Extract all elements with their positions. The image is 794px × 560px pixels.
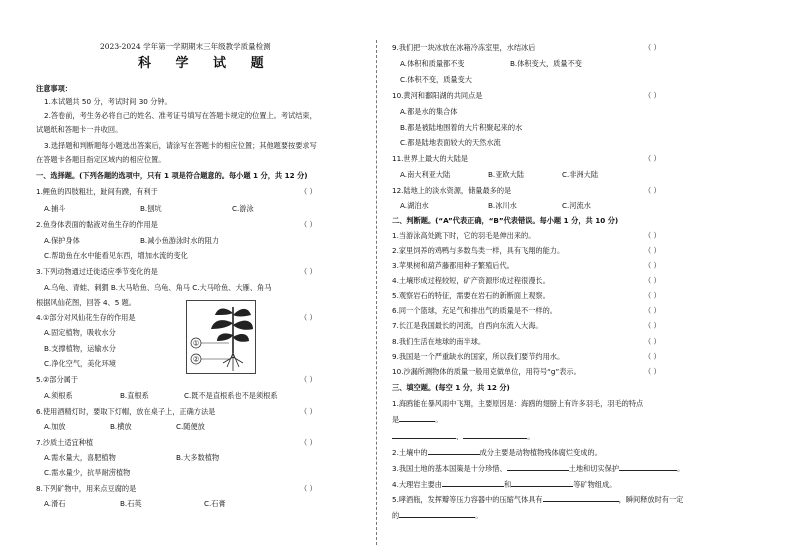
- option-b: B.冰川水: [488, 201, 517, 210]
- question-stem: 1.鲤鱼的四肢粗壮，趾间有蹼，有利于: [36, 187, 158, 196]
- judge-item: 5.观察岩石的特征，需要在岩石的新断面上观察。: [392, 291, 550, 300]
- section3-heading: 三、填空题。(每空 1 分，共 12 分): [392, 383, 510, 392]
- fill-item-1-blanks: 、 。: [392, 431, 534, 441]
- question-stem: 3.下列动物通过迁徙适应季节变化的是: [36, 267, 158, 276]
- notice-item: 试题纸和答题卡一并收回。: [36, 125, 123, 134]
- answer-paren: （ ）: [300, 375, 317, 384]
- judge-item: 7.长江是我国最长的河流，自西向东流入大海。: [392, 321, 543, 330]
- judge-item: 2.家里饲养的鸡鸭与多数鸟类一样，具有飞翔的能力。: [392, 246, 565, 255]
- fill-blank[interactable]: [511, 479, 573, 487]
- judge-item: 6.同一个篮球，充足气和排出气的质量是不一样的。: [392, 306, 557, 315]
- fill-item-4: 4.大理岩主要由 和 等矿物组成。: [392, 480, 617, 489]
- fill-blank[interactable]: [543, 494, 619, 502]
- options-line: A.乌龟、青蛙、刺猬 B.大马哈鱼、乌龟、角马 C.大马哈鱼、大雁、角马: [44, 283, 272, 292]
- option-a: A.保护身体: [44, 236, 80, 245]
- answer-paren: （ ）: [300, 438, 317, 447]
- fill-blank[interactable]: [619, 463, 677, 471]
- option-a: A.固定植物，吸收水分: [44, 328, 116, 337]
- fill-blank[interactable]: [428, 447, 480, 455]
- option-b: B.亚欧大陆: [488, 170, 524, 179]
- fill-item-2: 2.土壤中的 成分主要是动物植物残体腐烂变成的。: [392, 448, 602, 457]
- option-c: C.随便放: [176, 422, 205, 431]
- fill-item-3: 3.我国土地的基本国策是十分珍惜、 土地和切实保护 。: [392, 464, 685, 473]
- option-c: C.非洲大陆: [562, 170, 599, 179]
- judge-item: 3.苹果树和葫芦藤都用种子繁殖后代。: [392, 261, 514, 270]
- notice-item: 1.本试题共 50 分，考试时间 30 分钟。: [44, 97, 172, 106]
- option-a: A.捕斗: [44, 204, 66, 213]
- option-b: B.横放: [110, 422, 132, 431]
- option-a: A.体积和质量都不变: [400, 59, 465, 68]
- option-b: B.刨坑: [140, 204, 162, 213]
- option-c: C.净化空气，美化环境: [44, 359, 116, 368]
- answer-paren: （ ）: [644, 321, 661, 330]
- question-stem: 9.我们把一块冰放在冰箱冷冻室里，水结冰后: [392, 43, 536, 52]
- answer-paren: （ ）: [644, 261, 661, 270]
- answer-paren: （ ）: [644, 91, 661, 100]
- exam-line: 2023-2024 学年第一学期期末三年级教学质量检测: [100, 42, 271, 51]
- answer-paren: （ ）: [644, 337, 661, 346]
- page-title: 科 学 试 题: [138, 56, 274, 71]
- question-stem: 12.陆地上的淡水资源，储量最多的是: [392, 186, 512, 195]
- question-stem: 2.鱼身体表面的黏液对鱼生存的作用是: [36, 220, 158, 229]
- option-c: C.都是陆地表面较大的天然水流: [400, 138, 501, 147]
- answer-paren: （ ）: [644, 246, 661, 255]
- left-column: [0, 0, 386, 560]
- answer-paren: （ ）: [300, 313, 317, 322]
- answer-paren: （ ）: [644, 291, 661, 300]
- balsam-plant-figure: [186, 300, 256, 374]
- notice-heading: 注意事项：: [36, 84, 72, 93]
- notice-item: 3.选择题和判断题每小题选出答案后，请涂写在答题卡的相应位置；其他题要按要求写: [44, 141, 317, 150]
- fill-blank[interactable]: [463, 431, 527, 439]
- question-stem: 4.①部分对风仙花生存的作用是: [36, 313, 136, 322]
- answer-paren: （ ）: [644, 154, 661, 163]
- option-c: C.帮助鱼在水中能看见东西，增加水流的变化: [44, 251, 188, 260]
- notice-item: 在答题卡各题目指定区域内的相应位置。: [36, 155, 166, 164]
- option-b: B.减小鱼游泳时水的阻力: [140, 236, 220, 245]
- option-a: A.南大利亚大陆: [400, 170, 451, 179]
- option-b: B.支撑植物，运输水分: [44, 344, 116, 353]
- plant-drawing-icon: [187, 301, 255, 373]
- fill-blank[interactable]: [442, 479, 504, 487]
- question-stem: 11.世界上最大的大陆是: [392, 154, 469, 163]
- fill-item-1: 1.海鸥能在暴风雨中飞翔，主要原因是：海鸥的翅膀上有许多羽毛，羽毛的特点: [392, 399, 644, 408]
- question-stem: 10.黄河和鄱阳湖的共同点是: [392, 91, 483, 100]
- question-stem: 7.沙质土适宜种植: [36, 438, 94, 447]
- question-stem: 5.②部分属于: [36, 375, 79, 384]
- answer-paren: （ ）: [644, 186, 661, 195]
- answer-paren: （ ）: [300, 484, 317, 493]
- fill-item-5: 5.哮酒瓶，发挥瓣等压力容器中的压缩气体具有 ，瞬间释放时有一定: [392, 495, 684, 504]
- option-a: A.须根系: [44, 391, 73, 400]
- option-a: A.都是水的集合体: [400, 107, 458, 116]
- judge-item: 8.我们生活在地球的南半球。: [392, 337, 486, 346]
- option-a: A.加放: [44, 422, 66, 431]
- answer-paren: （ ）: [300, 407, 317, 416]
- option-b: B.体积变大，质量不变: [510, 59, 582, 68]
- answer-paren: （ ）: [644, 367, 661, 376]
- answer-paren: （ ）: [644, 231, 661, 240]
- option-b: B.直根系: [120, 391, 149, 400]
- answer-paren: （ ）: [300, 187, 317, 196]
- section1-heading: 一、选择题。(下列各题的选项中，只有 1 项是符合题意的。每小题 1 分，共 12 分): [36, 171, 308, 180]
- judge-item: 10.沙漏所测物体的质量一般用克做单位，用符号“g”表示。: [392, 367, 581, 376]
- figure-label-2: ②: [192, 355, 200, 364]
- option-b: B.都是被陆地围着的大片积聚起来的水: [400, 123, 523, 132]
- figure-intro: 根据风仙花图，回答 4、5 题。: [36, 298, 136, 307]
- fill-item-5-cont: 的 。: [392, 511, 483, 520]
- option-b: B.石英: [120, 499, 142, 508]
- question-stem: 6.使用酒精灯时，要取下灯帽，放在桌子上，正确方法是: [36, 407, 216, 416]
- answer-paren: （ ）: [644, 276, 661, 285]
- answer-paren: （ ）: [644, 352, 661, 361]
- judge-item: 9.我国是一个严重缺水的国家，所以我们要节约用水。: [392, 352, 565, 361]
- option-a: A.湖泊水: [400, 201, 429, 210]
- option-c: C.既不是直根系也不是须根系: [184, 391, 278, 400]
- column-divider: [376, 40, 377, 545]
- judge-item: 4.土壤形成过程较短，矿产资源形成过程很漫长。: [392, 276, 550, 285]
- fill-blank[interactable]: [399, 414, 435, 422]
- notice-item: 2.答卷前，考生务必将自己的姓名、准考证号填写在答题卡规定的位置上。考试结束，: [44, 111, 317, 120]
- answer-paren: （ ）: [300, 220, 317, 229]
- option-a: A.滑石: [44, 499, 66, 508]
- fill-blank[interactable]: [507, 463, 569, 471]
- option-c: C.体积不变，质量变大: [400, 75, 472, 84]
- answer-paren: （ ）: [644, 306, 661, 315]
- option-b: B.大多数植物: [176, 453, 220, 462]
- judge-item: 1.当游泳高处跳下时，它的羽毛是伸出来的。: [392, 231, 536, 240]
- answer-paren: （ ）: [644, 43, 661, 52]
- question-stem: 8.下列矿物中，用来点豆腐的是: [36, 484, 137, 493]
- fill-blank[interactable]: [399, 510, 475, 518]
- option-c: C.石膏: [204, 499, 226, 508]
- right-column: [386, 0, 794, 560]
- option-a: A.需水量大，喜肥植物: [44, 453, 116, 462]
- figure-label-1: ①: [192, 339, 200, 348]
- section2-heading: 二、判断题。(“A”代表正确，“B”代表错误。每小题 1 分，共 10 分): [392, 216, 619, 225]
- option-c: C.需水量少，抗旱耐涝植物: [44, 468, 131, 477]
- answer-paren: （ ）: [300, 267, 317, 276]
- fill-blank[interactable]: [392, 431, 456, 439]
- fill-item-1-cont: 是 。: [392, 415, 443, 424]
- option-c: C.游泳: [232, 204, 254, 213]
- option-c: C.河流水: [562, 201, 591, 210]
